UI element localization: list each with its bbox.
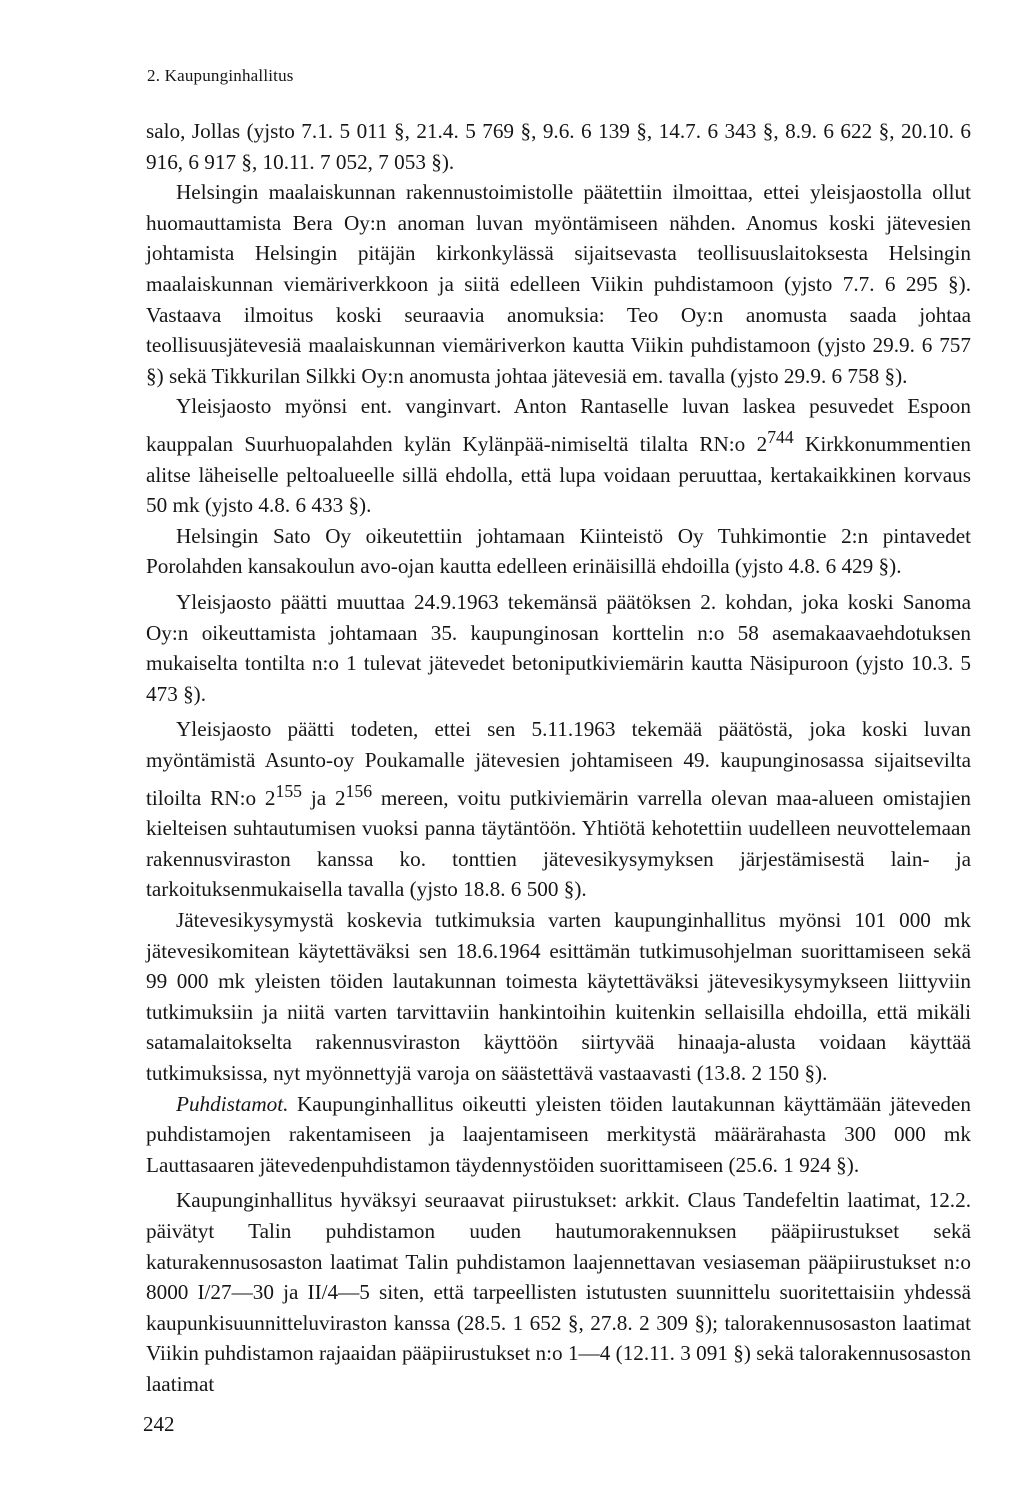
paragraph-7: Jätevesikysymystä koskevia tutkimuksia varten kaupunginhallitus myönsi 101 000 mk jätevesikomitean käytettäväksi sen 18.6.1964 esittämän tutkimusohjelman suorittamiseen sekä 99 000 mk yleisten töiden lautakunnan toimesta käytettäväksi jätevesikysymykseen liittyviin tutkimuksiin ja niitä varten tarvittaviin hankintoihin kuitenkin sellaisilla ehdoilla, että mikäli satamalaitokselta rakennusviraston käyttöön siirtyvää hinaaja-alusta voidaan käyttää tutkimuksissa, nyt myönnettyjä varoja on säästettävä vastaavasti (13.8. 2 150 §). bbox=[146, 907, 971, 1085]
running-header: 2. Kaupunginhallitus bbox=[147, 66, 294, 85]
paragraph-4: Helsingin Sato Oy oikeutettiin johtamaan Kiinteistö Oy Tuhkimontie 2:n pintavedet Porolahden kansakoulun avo-ojan kautta edelleen erinäisillä ehdoilla (yjsto 4.8. 6 429 §). bbox=[146, 523, 971, 579]
paragraph-6-text: Yleisjaosto päätti todeten, ettei sen 5.11.1963 tekemää päätöstä, joka koski luvan myöntämistä Asunto-oy Poukamalle jätevesien johtamiseen 49. kaupunginosassa sijaitsevilta tiloilta RN:o 2 bbox=[146, 717, 971, 810]
paragraph-5: Yleisjaosto päätti muuttaa 24.9.1963 tekemänsä päätöksen 2. kohdan, joka koski Sanoma Oy:n oikeuttamista johtamaan 35. kaupunginosan korttelin n:o 58 asemakaavaehdotuksen mukaiselta tontilta n:o 1 tulevat jätevedet betoniputkiviemärin kautta Näsipuroon (yjsto 10.3. 5 473 §). bbox=[146, 589, 971, 706]
paragraph-6-text-cont: mereen, voitu putkiviemärin varrella olevan maa-alueen omistajien kielteisen suhtautumisen vuoksi panna täytäntöön. Yhtiötä kehotettiin uudelleen neuvottelemaan rakennusviraston kanssa ko. tonttien jätevesikysymyksen järjestämisestä lain- ja tarkoituksenmukaisella tavalla (yjsto 18.8. 6 500 §). bbox=[146, 785, 971, 902]
paragraph-2: Helsingin maalaiskunnan rakennustoimistolle päätettiin ilmoittaa, ettei yleisjaostolla ollut huomauttamista Bera Oy:n anoman luvan myöntämiseen nähden. Anomus koski jätevesien johtamista Helsingin pitäjän kirkonkylässä sijaitsevasta teollisuuslaitoksesta Helsingin maalaiskunnan viemäriverkkoon ja siitä edelleen Viikin puhdistamoon (yjsto 7.7. 6 295 §). Vastaava ilmoitus koski seuraavia anomuksia: Teo Oy:n anomusta saada johtaa teollisuusjätevesiä maalaiskunnan viemäriverkon kautta Viikin puhdistamoon (yjsto 29.9. 6 757 §) sekä Tikkurilan Silkki Oy:n anomusta johtaa jätevesiä em. tavalla (yjsto 29.9. 6 758 §). bbox=[146, 180, 971, 388]
paragraph-1: salo, Jollas (yjsto 7.1. 5 011 §, 21.4. 5 769 §, 9.6. 6 139 §, 14.7. 6 343 §, 8.9. 6 622 §, 20.10. 6 916, 6 917 §, 10.11. 7 052, 7 053 §). bbox=[146, 119, 971, 174]
superscript-744: 744 bbox=[767, 426, 794, 447]
paragraph-8-text: Kaupunginhallitus oikeutti yleisten töiden lautakunnan käyttämään jäteveden puhdistamojen rakentamiseen ja laajentamiseen merkitystä määrärahasta 300 000 mk Lauttasaaren jätevedenpuhdistamon täydennystöiden suorittamiseen (25.6. 1 924 §). bbox=[146, 1091, 971, 1177]
paragraph-3-text: Yleisjaosto myönsi ent. vanginvart. Anton Rantaselle luvan laskea pesuvedet Espoon kauppalan Suurhuopalahden kylän Kylänpää-nimiseltä tilalta RN:o 2 bbox=[146, 394, 971, 456]
paragraph-6 bbox=[146, 714, 971, 905]
superscript-156: 156 bbox=[345, 780, 373, 801]
superscript-155: 155 bbox=[275, 780, 302, 801]
paragraph-9: Kaupunginhallitus hyväksyi seuraavat piirustukset: arkkit. Claus Tandefeltin laatimat, 12.2. päivätyt Talin puhdistamon uuden hautumorakennuksen pääpiirustukset sekä katurakennusosaston laatimat Talin puhdistamon laajennettavan vesiaseman pääpiirustukset n:o 8000 I/27—30 ja II/4—5 siten, että tarpeellisten istutusten suunnittelu suoritettaisiin yhdessä kaupunkisuunnitteluviraston kanssa (28.5. 1 652 §, 27.8. 2 309 §); talorakennusosaston laatimat Viikin puhdistamon rajaaidan pääpiirustukset n:o 1—4 (12.11. 3 091 §) sekä talorakennusosaston laatimat bbox=[146, 1188, 971, 1396]
section-heading-puhdistamot: Puhdistamot. bbox=[176, 1091, 289, 1116]
page-number: 242 bbox=[143, 1412, 175, 1436]
paragraph-8 bbox=[146, 1089, 971, 1181]
paragraph-3 bbox=[146, 391, 971, 520]
body-text bbox=[146, 116, 971, 1399]
paragraph-3-text-cont: Kirkkonummentien alitse läheiselle peltoalueelle sillä ehdolla, että lupa voidaan peruuttaa, kertakaikkinen korvaus 50 mk (yjsto 4.8. 6 433 §). bbox=[146, 432, 971, 518]
paragraph-6-text-mid: ja 2 bbox=[301, 785, 346, 810]
